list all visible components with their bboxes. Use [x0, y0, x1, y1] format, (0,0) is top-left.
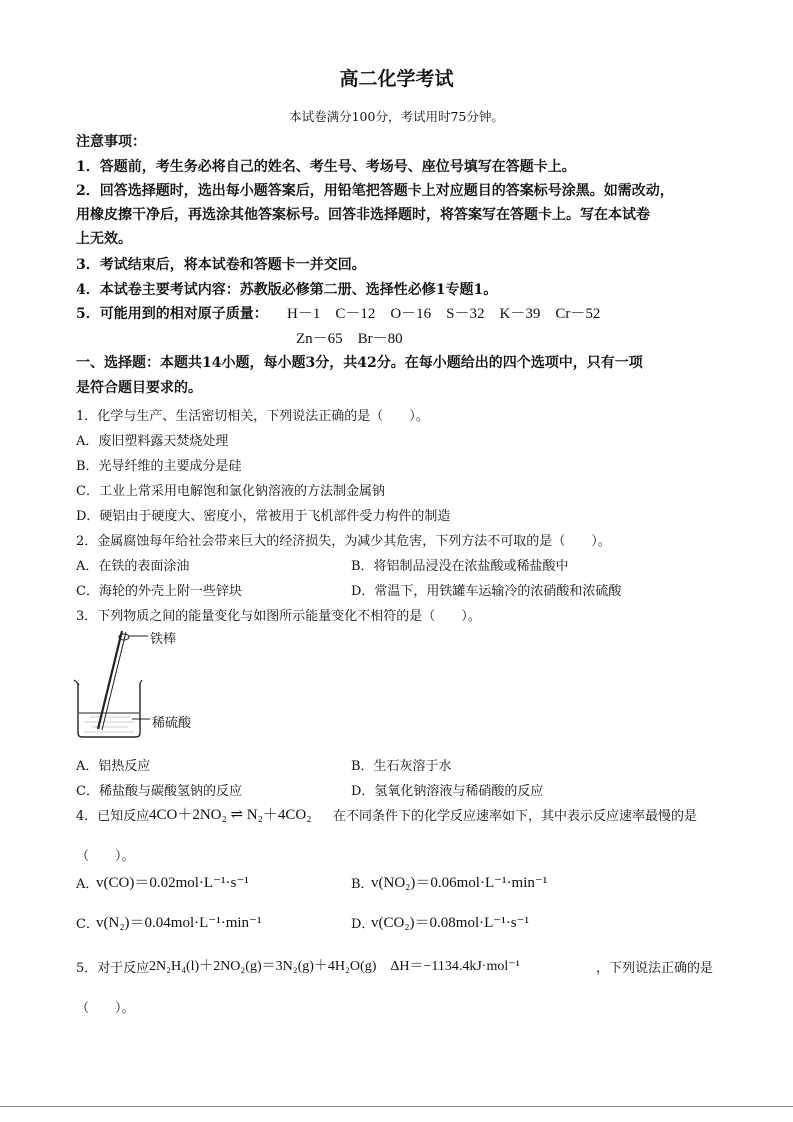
q4-option-b-label: B． — [351, 877, 374, 892]
beaker-outline — [78, 683, 140, 737]
q4-option-c-label: C． — [76, 917, 99, 932]
note-5-label: 5．可能用到的相对原子质量： — [76, 306, 268, 322]
notes-heading: 注意事项： — [76, 134, 146, 150]
exam-info: 本试卷满分100分，考试用时75分钟。 — [289, 109, 504, 124]
q3-stem: 3．下列物质之间的能量变化与如图所示能量变化不相符的是（ ）。 — [76, 609, 481, 624]
note-2-line-2: 用橡皮擦干净后，再选涂其他答案标号。回答非选择题时，将答案写在答题卡上。写在本试卷 — [76, 207, 650, 223]
q2-stem: 2．金属腐蚀每年给社会带来巨大的经济损失，为减少其危害，下列方法不可取的是（ ）。 — [76, 534, 611, 549]
note-4: 4．本试卷主要考试内容：苏教版必修第二册、选择性必修1专题1。 — [76, 282, 498, 298]
q3-option-c: C．稀盐酸与碳酸氢钠的反应 — [76, 784, 242, 799]
q3-option-b: B．生石灰溶于水 — [351, 759, 452, 774]
page-bottom-rule — [0, 1106, 793, 1107]
q4-option-a-formula: v(CO)＝0.02mol·L⁻¹·s⁻¹ — [96, 875, 249, 891]
atomic-masses-line-1: H－1 C－12 O－16 S－32 K－39 Cr－52 — [287, 306, 601, 322]
label-iron-rod: 铁棒 — [150, 632, 177, 647]
note-2-line-1: 2．回答选择题时，选出每小题答案后，用铅笔把答题卡上对应题目的答案标号涂黑。如需改动， — [76, 183, 674, 199]
page-title: 高二化学考试 — [339, 68, 454, 90]
q4-stem-suffix: 在不同条件下的化学反应速率如下，其中表示反应速率最慢的是 — [333, 809, 698, 824]
q4-option-d-formula: v(CO₂)＝0.08mol·L⁻¹·s⁻¹ — [371, 915, 529, 931]
q5-reaction-equation: 2N₂H₄(l)＋2NO₂(g)＝3N₂(g)＋4H₂O(g) ΔH＝−1134.4kJ·mol⁻¹ — [149, 959, 520, 974]
section-1-instruction-line-2: 是符合题目要求的。 — [76, 380, 202, 396]
note-2-line-3: 上无效。 — [76, 231, 132, 247]
q1-option-a: A．废旧塑料露天焚烧处理 — [76, 434, 229, 449]
atomic-masses-line-2: Zn－65 Br－80 — [296, 331, 403, 347]
q1-option-c: C．工业上常采用电解饱和氯化钠溶液的方法制金属钠 — [76, 484, 385, 499]
note-3: 3．考试结束后，将本试卷和答题卡一并交回。 — [76, 257, 366, 273]
q4-option-a-label: A． — [76, 877, 99, 892]
q5-stem-suffix: ，下列说法正确的是 — [596, 961, 714, 976]
iron-rod — [98, 631, 122, 729]
q5-answer-paren: （ ）。 — [76, 1001, 135, 1016]
q3-option-a: A．铝热反应 — [76, 759, 151, 774]
q1-stem: 1．化学与生产、生活密切相关，下列说法正确的是（ ）。 — [76, 409, 429, 424]
q4-option-c-formula: v(N₂)＝0.04mol·L⁻¹·min⁻¹ — [96, 915, 262, 931]
q2-option-d: D．常温下，用铁罐车运输冷的浓硝酸和浓硫酸 — [351, 584, 622, 599]
note-1: 1．答题前，考生务必将自己的姓名、考生号、考场号、座位号填写在答题卡上。 — [76, 159, 576, 175]
q4-reaction-equation: 4CO＋2NO₂ ⇌ N₂＋4CO₂ — [149, 807, 312, 823]
q3-option-d: D．氢氧化钠溶液与稀硝酸的反应 — [351, 784, 544, 799]
section-1-instruction-line-1: 一、选择题：本题共14小题，每小题3分，共42分。在每小题给出的四个选项中，只有一项 — [76, 355, 643, 371]
q4-option-d-label: D． — [351, 917, 375, 932]
q5-stem-prefix: 5．对于反应 — [76, 961, 150, 976]
q4-stem-prefix: 4．已知反应 — [76, 809, 150, 824]
q1-option-d: D．硬铝由于硬度大、密度小，常被用于飞机部件受力构件的制造 — [76, 509, 451, 524]
beaker-diagram — [70, 625, 220, 740]
beaker-lip — [74, 680, 79, 685]
q2-option-a: A．在铁的表面涂油 — [76, 559, 190, 574]
q1-option-b: B．光导纤维的主要成分是硅 — [76, 459, 242, 474]
q4-answer-paren: （ ）。 — [76, 849, 135, 864]
q2-option-c: C．海轮的外壳上附一些锌块 — [76, 584, 242, 599]
q2-option-b: B．将铝制品浸没在浓盐酸或稀盐酸中 — [351, 559, 569, 574]
label-dilute-sulfuric-acid: 稀硫酸 — [152, 716, 192, 731]
q4-option-b-formula: v(NO₂)＝0.06mol·L⁻¹·min⁻¹ — [371, 875, 548, 891]
